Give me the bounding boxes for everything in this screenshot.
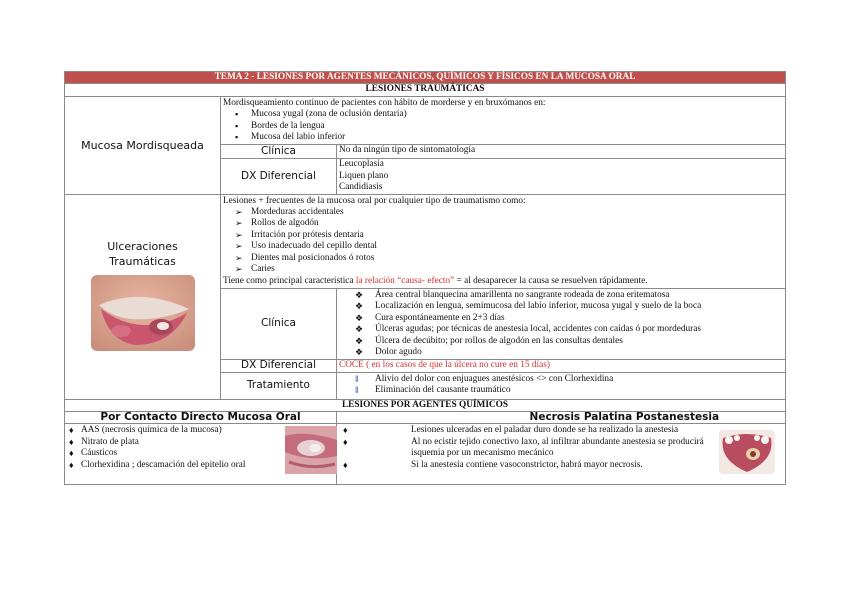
- bullet-icon: ▪: [235, 109, 239, 120]
- list-item: Candidiasis: [339, 182, 383, 193]
- arrow-bullet-icon: ➢: [235, 264, 243, 275]
- chemical-burn-photo-image: [285, 426, 337, 474]
- bullet-icon: ▪: [235, 132, 239, 143]
- ulceraciones-description: [221, 194, 786, 288]
- diamond-bullet-icon: ❖: [355, 335, 364, 346]
- list-item: ♦ AAS (necrosis química de la mucosa): [69, 425, 222, 436]
- list-item: ⇓ Alivio del dolor con enjuagues anestésicos <> con Clorhexidina: [353, 373, 614, 384]
- section-header-row: [65, 84, 786, 96]
- section-heading-traumaticas: LESIONES TRAUMÁTICAS: [65, 84, 786, 96]
- contacto-heading: Por Contacto Directo Mucosa Oral: [65, 411, 337, 423]
- list-item: ❖ Úlcera de decúbito; por rollos de algodón en las consultas dentales: [355, 335, 623, 346]
- list-item: ❖ Úlceras agudas; por técnicas de anestesia local, accidentes con caídas ó por mordeduras: [355, 324, 702, 335]
- cause-effect-highlight: la relación “causa- efecto”: [355, 275, 455, 286]
- diamond-bullet-icon: ❖: [355, 301, 364, 312]
- ulceraciones-tratamiento-list: [339, 374, 783, 397]
- arrow-down-icon: ⇓: [353, 385, 361, 396]
- mordisqueada-description: [221, 96, 786, 145]
- ulceraciones-label-cell: [65, 194, 221, 399]
- necrosis-heading: Necrosis Palatina Postanestesia: [337, 411, 786, 423]
- list-item: ♦ Clorhexidina ; descamación del epitelio oral: [69, 459, 246, 470]
- ulceraciones-label-line1: Ulceraciones: [107, 239, 178, 253]
- diamond-bullet-icon: ♦: [343, 436, 348, 447]
- list-item: ❖ Cura espontáneamente en 2+3 días: [355, 312, 505, 323]
- title-row: [65, 72, 786, 84]
- bullet-icon: ▪: [235, 120, 239, 131]
- arrow-down-icon: ⇓: [353, 373, 361, 384]
- ulceraciones-clinica-cell: [337, 288, 786, 359]
- ulceraciones-characteristic: Tiene como principal característica la relación “causa- efecto” = al desaparecer la causa se resuelven rápidamente.: [223, 275, 648, 286]
- ulceraciones-intro: Lesiones + frecuentes de la mucosa oral por cualquier tipo de traumatismo como:: [223, 195, 526, 206]
- ulceraciones-clinica-list: [339, 290, 783, 358]
- list-item: ♦ Al no ecistir tejido conectivo laxo, al infiltrar abundante anestesia se producirá isquemia por un mecanismo mecánico: [343, 436, 704, 459]
- list-item: ➢ Dientes mal posicionados ó rotos: [235, 252, 375, 263]
- list-item: ➢ Irritación por prótesis dentaria: [235, 229, 364, 240]
- ulceraciones-dx-label: DX Diferencial: [221, 360, 337, 372]
- list-item: ❖ Área central blanquecina amarillenta no sangrante rodeada de zona eritematosa: [355, 289, 670, 300]
- list-item: ♦ Nitrato de plata: [69, 436, 139, 447]
- mordisqueada-label: Mucosa Mordisqueada: [65, 96, 221, 194]
- ulceraciones-dx-text: COCE ( en los casos de que la úlcera no cure en 15 días): [337, 360, 786, 372]
- necrosis-layout: [337, 424, 785, 471]
- diamond-bullet-icon: ♦: [69, 448, 74, 459]
- mordisqueada-intro-row: [65, 96, 786, 145]
- mordisqueada-dx-list: [337, 159, 786, 194]
- ulceraciones-tratamiento-label: Tratamiento: [221, 372, 337, 399]
- summary-table: [64, 71, 786, 485]
- list-item: ➢ Uso inadecuado del cepillo dental: [235, 241, 377, 252]
- document-title: TEMA 2 - LESIONES POR AGENTES MECÁNICOS, QUÍMICOS Y FÍSICOS EN LA MUCOSA ORAL: [65, 72, 786, 84]
- ulceraciones-label-line2: Traumáticas: [109, 254, 176, 268]
- ulceraciones-clinica-label: Clínica: [221, 288, 337, 359]
- ulceraciones-intro-row: [65, 194, 786, 288]
- diamond-bullet-icon: ♦: [69, 436, 74, 447]
- diamond-bullet-icon: ❖: [355, 312, 364, 323]
- palate-necrosis-photo-image: [719, 430, 775, 474]
- diamond-bullet-icon: ❖: [355, 289, 364, 300]
- list-item: ♦ Cáusticos: [69, 448, 118, 459]
- ulceraciones-causes-list: [223, 207, 783, 275]
- list-item: Leucoplasia: [339, 159, 384, 170]
- section-heading-quimicos: LESIONES POR AGENTES QUÍMICOS: [65, 399, 786, 411]
- list-item: ⇓ Eliminación del causante traumático: [353, 385, 511, 396]
- diamond-bullet-icon: ♦: [69, 425, 74, 436]
- arrow-bullet-icon: ➢: [235, 229, 243, 240]
- document-page: [64, 71, 785, 485]
- mordisqueada-clinica-label: Clínica: [221, 145, 337, 159]
- diamond-bullet-icon: ♦: [343, 459, 348, 470]
- list-item: ➢ Rollos de algodón: [235, 218, 319, 229]
- diamond-bullet-icon: ♦: [343, 425, 348, 436]
- arrow-bullet-icon: ➢: [235, 241, 243, 252]
- list-item: ❖ Dolor agudo: [355, 346, 422, 357]
- mordisqueada-sites-list: [223, 109, 783, 143]
- ulcer-photo-image: [91, 275, 195, 351]
- diamond-bullet-icon: ❖: [355, 346, 364, 357]
- mordisqueada-intro: Mordisqueamiento continuo de pacientes con hábito de morderse y en bruxómanos en:: [223, 97, 546, 108]
- list-item: ▪ Mucosa del labio inferior: [235, 132, 346, 143]
- ulceraciones-tratamiento-cell: [337, 372, 786, 399]
- section-header-row: [65, 399, 786, 411]
- mordisqueada-clinica-text: No da ningún tipo de sintomatología: [337, 145, 786, 159]
- necrosis-container: [337, 424, 786, 485]
- mordisqueada-dx-label: DX Diferencial: [221, 159, 337, 194]
- list-item: ➢ Mordeduras accidentales: [235, 207, 344, 218]
- list-item: ▪ Mucosa yugal (zona de oclusión dentaria): [235, 109, 407, 120]
- diamond-bullet-icon: ♦: [69, 459, 74, 470]
- list-item: ♦ Si la anestesia contiene vasoconstrictor, habrá mayor necrosis.: [343, 459, 643, 470]
- list-item: Liquen plano: [339, 170, 389, 181]
- arrow-bullet-icon: ➢: [235, 207, 243, 218]
- list-item: ➢ Caries: [235, 264, 275, 275]
- arrow-bullet-icon: ➢: [235, 252, 243, 263]
- diamond-bullet-icon: ❖: [355, 324, 364, 335]
- list-item: ▪ Bordes de la lengua: [235, 120, 325, 131]
- quimicos-subheader-row: [65, 411, 786, 423]
- list-item: ♦ Lesiones ulceradas en el paladar duro donde se ha realizado la anestesia: [343, 425, 679, 436]
- list-item: ❖ Localización en lengua, semimucosa del labio inferior, mucosa yugal y suelo de la boca: [355, 301, 702, 312]
- quimicos-content-row: [65, 424, 786, 485]
- arrow-bullet-icon: ➢: [235, 218, 243, 229]
